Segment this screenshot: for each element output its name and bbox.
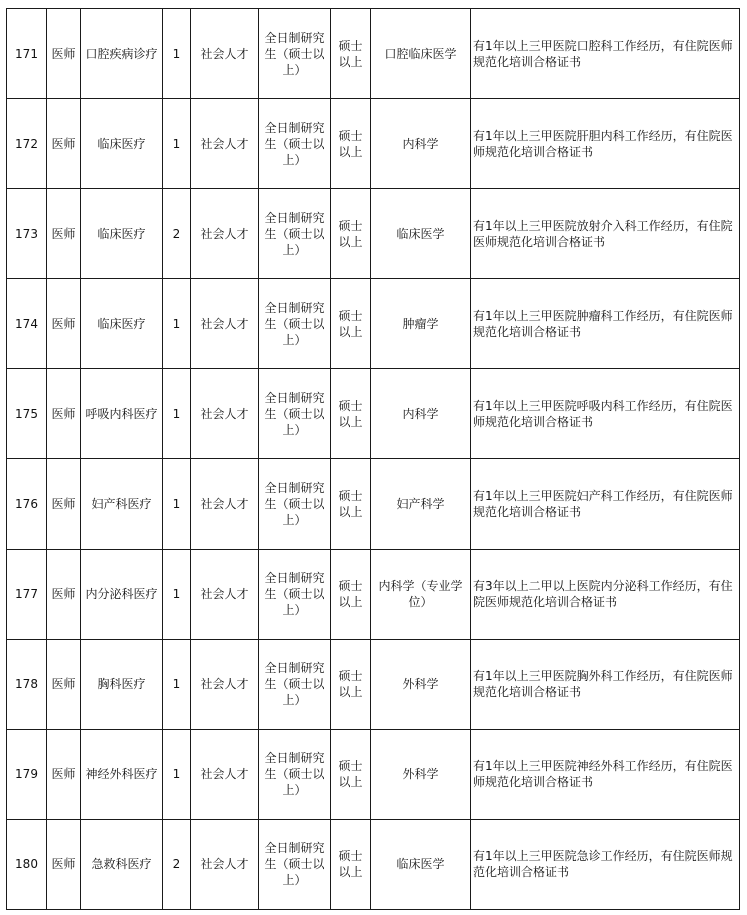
row-number-cell: 171 [7, 9, 47, 99]
requirement-cell: 有1年以上三甲医院呼吸内科工作经历，有住院医师规范化培训合格证书 [471, 369, 740, 459]
education-cell: 全日制研究生（硕士以上） [259, 459, 331, 549]
major-cell: 口腔临床医学 [371, 9, 471, 99]
row-number-cell: 172 [7, 99, 47, 189]
major-cell: 内科学 [371, 99, 471, 189]
target-group-cell: 社会人才 [191, 279, 259, 369]
major-cell: 临床医学 [371, 189, 471, 279]
headcount-cell: 2 [163, 819, 191, 909]
education-cell: 全日制研究生（硕士以上） [259, 819, 331, 909]
row-number-cell: 179 [7, 729, 47, 819]
target-group-cell: 社会人才 [191, 99, 259, 189]
department-cell: 临床医疗 [81, 99, 163, 189]
table-row [7, 549, 740, 639]
degree-cell: 硕士以上 [331, 99, 371, 189]
position-title-cell: 医师 [47, 189, 81, 279]
degree-cell: 硕士以上 [331, 189, 371, 279]
headcount-cell: 1 [163, 369, 191, 459]
major-cell: 内科学（专业学位） [371, 549, 471, 639]
headcount-cell: 2 [163, 189, 191, 279]
table-row [7, 459, 740, 549]
table-body [7, 9, 740, 910]
degree-cell: 硕士以上 [331, 459, 371, 549]
row-number-cell: 180 [7, 819, 47, 909]
requirement-cell: 有1年以上三甲医院妇产科工作经历，有住院医师规范化培训合格证书 [471, 459, 740, 549]
department-cell: 临床医疗 [81, 189, 163, 279]
position-title-cell: 医师 [47, 369, 81, 459]
education-cell: 全日制研究生（硕士以上） [259, 189, 331, 279]
target-group-cell: 社会人才 [191, 459, 259, 549]
education-cell: 全日制研究生（硕士以上） [259, 549, 331, 639]
department-cell: 临床医疗 [81, 279, 163, 369]
headcount-cell: 1 [163, 99, 191, 189]
requirement-cell: 有1年以上三甲医院放射介入科工作经历，有住院医师规范化培训合格证书 [471, 189, 740, 279]
requirement-cell: 有1年以上三甲医院胸外科工作经历，有住院医师规范化培训合格证书 [471, 639, 740, 729]
target-group-cell: 社会人才 [191, 369, 259, 459]
table-row [7, 729, 740, 819]
requirement-cell: 有1年以上三甲医院肝胆内科工作经历，有住院医师规范化培训合格证书 [471, 99, 740, 189]
table-row [7, 9, 740, 99]
position-title-cell: 医师 [47, 819, 81, 909]
headcount-cell: 1 [163, 459, 191, 549]
position-title-cell: 医师 [47, 99, 81, 189]
table-row [7, 639, 740, 729]
department-cell: 妇产科医疗 [81, 459, 163, 549]
major-cell: 外科学 [371, 729, 471, 819]
requirement-cell: 有1年以上三甲医院肿瘤科工作经历，有住院医师规范化培训合格证书 [471, 279, 740, 369]
row-number-cell: 176 [7, 459, 47, 549]
recruitment-table-sheet [6, 8, 739, 910]
position-title-cell: 医师 [47, 729, 81, 819]
position-title-cell: 医师 [47, 639, 81, 729]
requirement-cell: 有1年以上三甲医院口腔科工作经历，有住院医师规范化培训合格证书 [471, 9, 740, 99]
degree-cell: 硕士以上 [331, 639, 371, 729]
degree-cell: 硕士以上 [331, 819, 371, 909]
department-cell: 神经外科医疗 [81, 729, 163, 819]
major-cell: 妇产科学 [371, 459, 471, 549]
degree-cell: 硕士以上 [331, 279, 371, 369]
department-cell: 胸科医疗 [81, 639, 163, 729]
major-cell: 内科学 [371, 369, 471, 459]
target-group-cell: 社会人才 [191, 819, 259, 909]
education-cell: 全日制研究生（硕士以上） [259, 99, 331, 189]
table-row [7, 279, 740, 369]
education-cell: 全日制研究生（硕士以上） [259, 369, 331, 459]
table-row [7, 369, 740, 459]
row-number-cell: 177 [7, 549, 47, 639]
target-group-cell: 社会人才 [191, 189, 259, 279]
requirement-cell: 有3年以上二甲以上医院内分泌科工作经历，有住院医师规范化培训合格证书 [471, 549, 740, 639]
row-number-cell: 178 [7, 639, 47, 729]
row-number-cell: 175 [7, 369, 47, 459]
department-cell: 呼吸内科医疗 [81, 369, 163, 459]
target-group-cell: 社会人才 [191, 639, 259, 729]
degree-cell: 硕士以上 [331, 9, 371, 99]
position-title-cell: 医师 [47, 9, 81, 99]
education-cell: 全日制研究生（硕士以上） [259, 729, 331, 819]
headcount-cell: 1 [163, 279, 191, 369]
requirement-cell: 有1年以上三甲医院神经外科工作经历，有住院医师规范化培训合格证书 [471, 729, 740, 819]
department-cell: 口腔疾病诊疗 [81, 9, 163, 99]
education-cell: 全日制研究生（硕士以上） [259, 279, 331, 369]
position-title-cell: 医师 [47, 459, 81, 549]
headcount-cell: 1 [163, 639, 191, 729]
major-cell: 肿瘤学 [371, 279, 471, 369]
table-row [7, 189, 740, 279]
target-group-cell: 社会人才 [191, 9, 259, 99]
table-row [7, 99, 740, 189]
row-number-cell: 173 [7, 189, 47, 279]
row-number-cell: 174 [7, 279, 47, 369]
major-cell: 临床医学 [371, 819, 471, 909]
degree-cell: 硕士以上 [331, 369, 371, 459]
target-group-cell: 社会人才 [191, 549, 259, 639]
degree-cell: 硕士以上 [331, 549, 371, 639]
department-cell: 内分泌科医疗 [81, 549, 163, 639]
position-title-cell: 医师 [47, 279, 81, 369]
headcount-cell: 1 [163, 729, 191, 819]
education-cell: 全日制研究生（硕士以上） [259, 639, 331, 729]
major-cell: 外科学 [371, 639, 471, 729]
headcount-cell: 1 [163, 549, 191, 639]
table-row [7, 819, 740, 909]
headcount-cell: 1 [163, 9, 191, 99]
department-cell: 急救科医疗 [81, 819, 163, 909]
requirement-cell: 有1年以上三甲医院急诊工作经历，有住院医师规范化培训合格证书 [471, 819, 740, 909]
position-title-cell: 医师 [47, 549, 81, 639]
degree-cell: 硕士以上 [331, 729, 371, 819]
target-group-cell: 社会人才 [191, 729, 259, 819]
education-cell: 全日制研究生（硕士以上） [259, 9, 331, 99]
recruitment-table [6, 8, 740, 910]
